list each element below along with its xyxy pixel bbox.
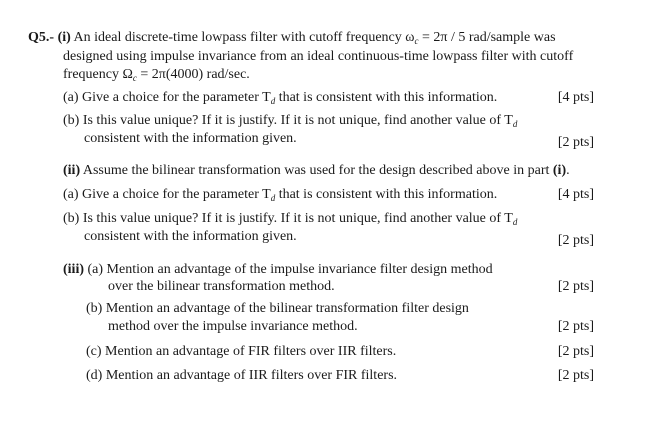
Td-subscript: d [512, 119, 518, 129]
part-ii-b-points: [2 pts] [557, 233, 594, 248]
part-ii-a-points: [4 pts] [557, 187, 594, 202]
part-ii-intro-text: Assume the bilinear transformation was used for the design described above in part [82, 163, 553, 178]
omega-c-subscript: c [414, 36, 419, 46]
part-iii-b-line-2: method over the impulse invariance method. [108, 319, 358, 334]
part-iii-a-points: [2 pts] [557, 279, 594, 294]
part-iii-c-points: [2 pts] [557, 344, 594, 359]
part-i-a-question [63, 89, 497, 107]
part-ii-a-text: (a) Give a choice for the parameter T [63, 187, 271, 202]
part-i-intro-line-2: designed using impulse invariance from an ideal continuous-time lowpass filter with cutoff [63, 49, 574, 64]
part-i-a-tail: that is consistent with this information. [275, 90, 498, 105]
Omega-c-subscript: c [132, 73, 137, 83]
part-i-intro-text-cont: = 2π / 5 rad/sample was [418, 30, 556, 45]
part-i-b-line-2: consistent with the information given. [84, 131, 297, 146]
part-ii-ref: (i) [552, 163, 567, 178]
part-ii-intro-end: . [566, 163, 570, 178]
part-i-a-points: [4 pts] [557, 90, 594, 105]
question-number: Q5.- [28, 30, 55, 45]
part-iii-b-points: [2 pts] [557, 319, 594, 334]
part-ii-b-text: (b) Is this value unique? If it is justify. If it is not unique, find another value of T [63, 211, 513, 226]
part-i-b-question [63, 112, 517, 130]
part-ii-label: (ii) [63, 163, 81, 178]
part-iii-b-question: (b) Mention an advantage of the bilinear transformation filter design [86, 301, 469, 316]
part-iii-a-question [63, 261, 493, 279]
Td-subscript: d [270, 193, 276, 203]
part-ii-b-line-2: consistent with the information given. [84, 229, 297, 244]
question-5-part-i-line-1 [28, 29, 556, 47]
Td-subscript: d [270, 96, 276, 106]
part-i-intro-line-3 [63, 66, 250, 84]
part-ii-a-tail: that is consistent with this information. [275, 187, 498, 202]
part-iii-d-question: (d) Mention an advantage of IIR filters over FIR filters. [86, 368, 398, 383]
part-ii-b-question [63, 210, 517, 228]
cutoff-frequency-text: frequency Ω [63, 67, 133, 82]
part-i-intro-text: An ideal discrete-time lowpass filter with cutoff frequency ω [73, 30, 415, 45]
part-i-b-points: [2 pts] [557, 135, 594, 150]
part-i-a-text: (a) Give a choice for the parameter T [63, 90, 271, 105]
part-iii-label: (iii) [63, 262, 84, 277]
part-ii-intro [63, 162, 570, 180]
part-i-b-text: (b) Is this value unique? If it is justify. If it is not unique, find another value of T [63, 113, 513, 128]
part-iii-c-question: (c) Mention an advantage of FIR filters over IIR filters. [86, 344, 397, 359]
part-iii-a-text: (a) Mention an advantage of the impulse invariance filter design method [87, 262, 493, 277]
part-i-label: (i) [57, 30, 71, 45]
part-iii-d-points: [2 pts] [557, 368, 594, 383]
Td-subscript: d [512, 217, 518, 227]
part-iii-a-line-2: over the bilinear transformation method. [108, 279, 335, 294]
cutoff-frequency-value: = 2π(4000) rad/sec. [136, 67, 250, 82]
part-ii-a-question [63, 186, 497, 204]
